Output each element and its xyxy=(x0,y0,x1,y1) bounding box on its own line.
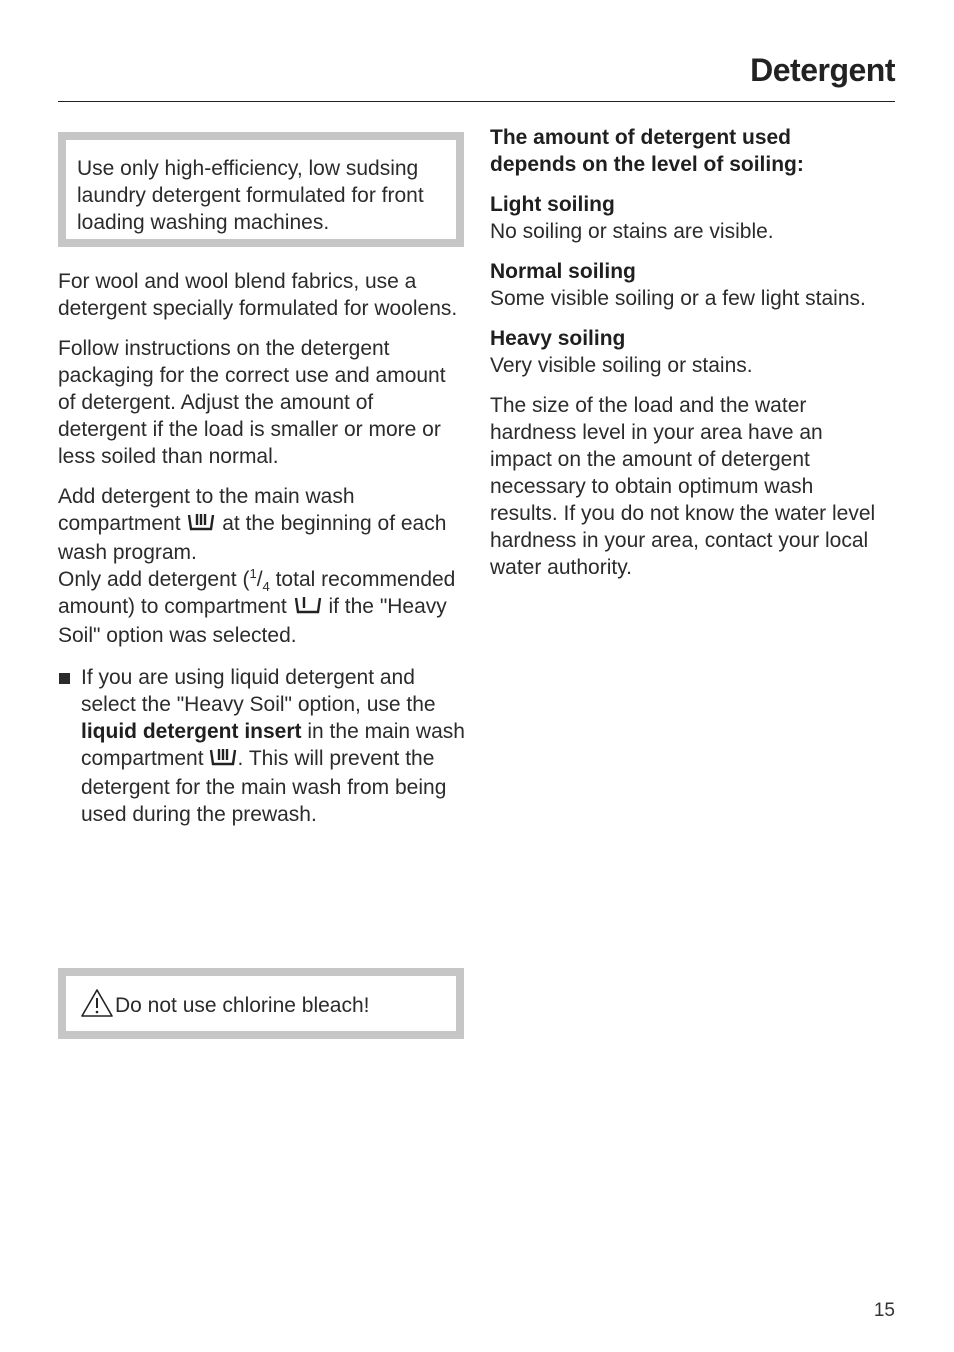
soiling-heading: Normal soiling xyxy=(490,260,636,283)
liquid-detergent-bullet: If you are using liquid detergent and select the "Heavy Soil" option, use the liquid detergent insert in the main wash compartment . This will prevent the detergent for the main wash from being used during the prewash. xyxy=(58,664,466,828)
add-detergent-paragraph: Add detergent to the main wash compartment at the beginning of each wash program. xyxy=(58,485,447,564)
main-wash-compartment-icon xyxy=(208,747,238,774)
right-column xyxy=(490,124,880,594)
soiling-heading: Heavy soiling xyxy=(490,327,626,350)
soiling-description: Some visible soiling or a few light stains. xyxy=(490,287,866,310)
main-wash-compartment-icon xyxy=(186,512,216,539)
page-number: 15 xyxy=(873,1300,895,1321)
soiling-level-heavy xyxy=(490,325,880,379)
soiling-heading: Light soiling xyxy=(490,193,615,216)
chlorine-warning-notice xyxy=(58,968,464,1039)
wool-paragraph: For wool and wool blend fabrics, use a detergent specially formulated for woolens. xyxy=(58,270,458,320)
follow-instructions-paragraph: Follow instructions on the detergent packaging for the correct use and amount of detergent. Adjust the amount of detergent if the load is smaller or more or less soiled than normal. xyxy=(58,337,446,468)
water-hardness-paragraph: The size of the load and the water hardness level in your area have an impact on the amount of detergent necessary to obtain optimum wash results. If you do not know the water level hardness in your area, contact your local water authority. xyxy=(490,394,876,579)
soiling-description: No soiling or stains are visible. xyxy=(490,220,774,243)
header-rule xyxy=(58,101,895,102)
hе-detergent-notice xyxy=(58,132,464,247)
liquid-detergent-insert-label: liquid detergent insert xyxy=(81,720,302,743)
warning-triangle-icon xyxy=(80,988,114,1025)
soiling-level-light xyxy=(490,191,880,245)
heavy-soil-paragraph: Only add detergent ($^1/_4$ total recommended amount) to compartment if the "Heavy Soil" option was selected. xyxy=(58,566,456,647)
warning-text: Do not use chlorine bleach! xyxy=(115,994,370,1017)
page-title: Detergent xyxy=(750,52,895,88)
soiling-level-normal xyxy=(490,258,880,312)
left-column xyxy=(58,132,466,1017)
notice-text: Use only high-efficiency, low sudsing laundry detergent formulated for front loading washing machines. xyxy=(77,157,424,234)
soiling-description: Very visible soiling or stains. xyxy=(490,354,753,377)
prewash-compartment-icon xyxy=(293,595,323,622)
bullet-square xyxy=(59,673,70,684)
soiling-intro: The amount of detergent used depends on the level of soiling: xyxy=(490,126,804,176)
